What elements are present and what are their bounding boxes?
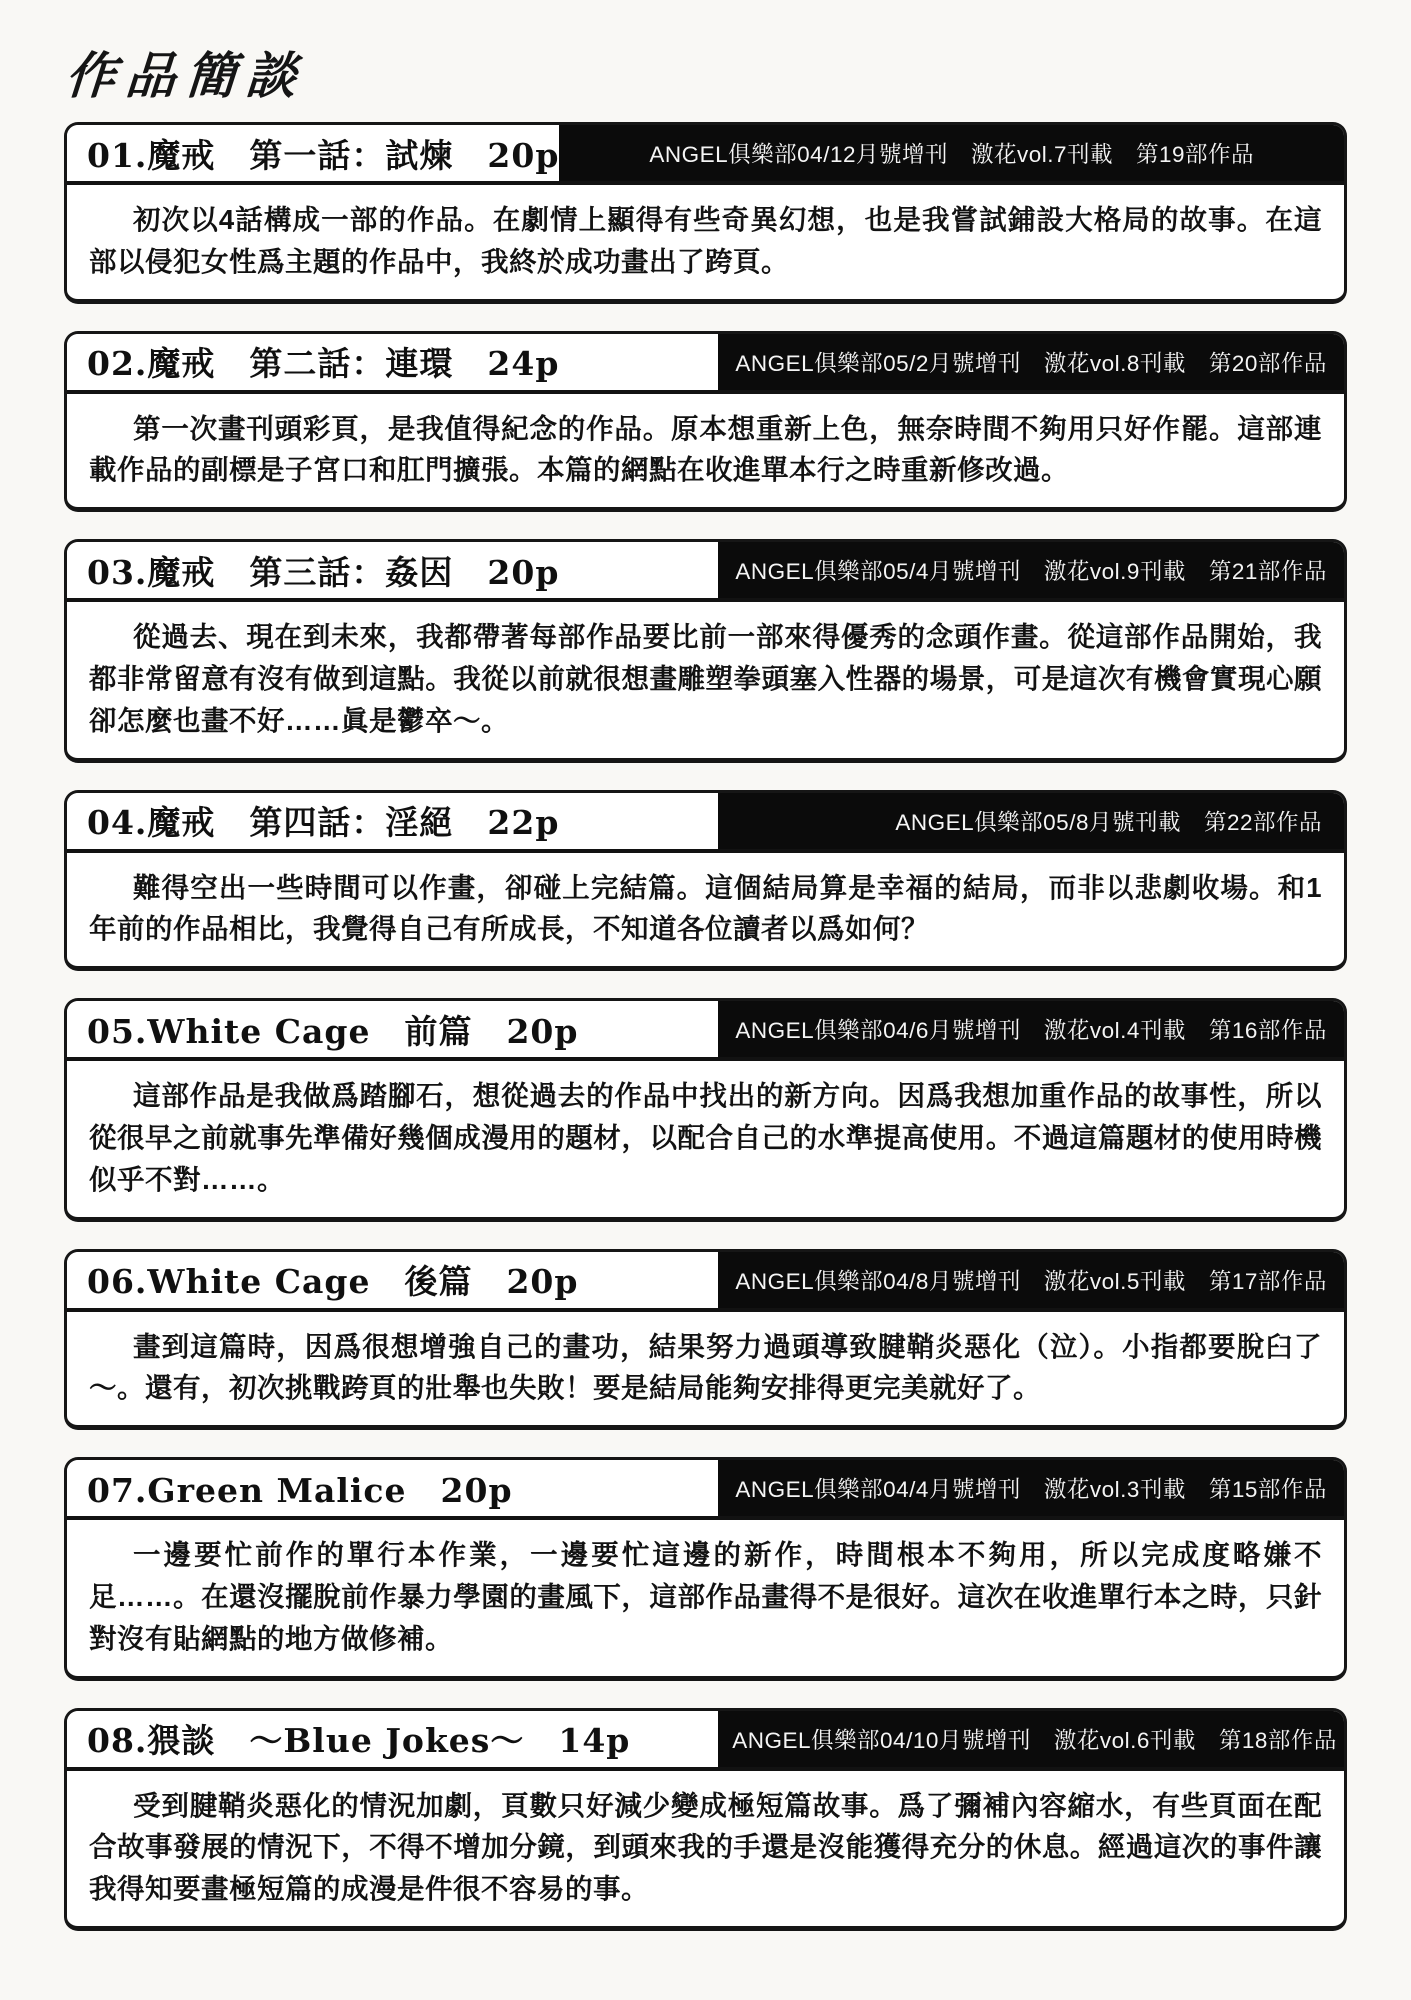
- work-header: [67, 334, 1344, 394]
- work-publication: [718, 1001, 1344, 1057]
- work-title: [67, 334, 718, 390]
- work-item: [64, 331, 1347, 513]
- work-title-text: 01.魔戒 第一話：試煉 20p: [87, 135, 560, 175]
- work-header: [67, 1001, 1344, 1061]
- work-publication: [718, 793, 1344, 849]
- work-item: [64, 1457, 1347, 1680]
- work-title: [67, 793, 718, 849]
- work-header: [67, 1460, 1344, 1520]
- work-header: [67, 1252, 1344, 1312]
- work-title: [67, 1252, 718, 1308]
- work-description: 第一次畫刊頭彩頁，是我值得紀念的作品。原本想重新上色，無奈時間不夠用只好作罷。這部連載作品的副標是子宮口和肛門擴張。本篇的網點在收進單本行之時重新修改過。: [89, 412, 1322, 486]
- work-publication: [559, 125, 1344, 181]
- work-title-text: 05.White Cage 前篇 20p: [87, 1011, 579, 1051]
- work-item: [64, 1708, 1347, 1931]
- work-title-text: 02.魔戒 第二話：連環 24p: [87, 344, 560, 384]
- work-title: [67, 542, 718, 598]
- work-header: [67, 1711, 1344, 1771]
- work-publication-text: ANGEL俱樂部05/8月號刊載 第22部作品: [895, 809, 1322, 835]
- work-title-text: 04.魔戒 第四話：淫絕 22p: [87, 803, 560, 843]
- work-item: [64, 122, 1347, 304]
- work-publication: [718, 542, 1344, 598]
- work-publication: [718, 1711, 1347, 1767]
- work-header: [67, 542, 1344, 602]
- work-description: 畫到這篇時，因爲很想增強自己的畫功，結果努力過頭導致腱鞘炎惡化（泣）。小指都要脫臼了～。還有，初次挑戰跨頁的壯舉也失敗！要是結局能夠安排得更完美就好了。: [89, 1330, 1322, 1404]
- work-header: [67, 793, 1344, 853]
- work-publication-text: ANGEL俱樂部04/8月號增刊 激花vol.5刊載 第17部作品: [735, 1268, 1327, 1294]
- work-description: 難得空出一些時間可以作畫，卻碰上完結篇。這個結局算是幸福的結局，而非以悲劇收場。和1年前的作品相比，我覺得自己有所成長，不知道各位讀者以爲如何？: [89, 871, 1322, 945]
- work-item: [64, 1249, 1347, 1431]
- work-publication-text: ANGEL俱樂部04/4月號增刊 激花vol.3刊載 第15部作品: [735, 1477, 1327, 1503]
- work-publication-text: ANGEL俱樂部05/2月號增刊 激花vol.8刊載 第20部作品: [735, 350, 1327, 376]
- work-item: [64, 790, 1347, 972]
- work-description: 從過去、現在到未來，我都帶著每部作品要比前一部來得優秀的念頭作畫。從這部作品開始，我都非常留意有沒有做到這點。我從以前就很想畫雕塑拳頭塞入性器的場景，可是這次有機會實現心願卻怎麼也畫不好……眞是鬱卒～。: [89, 621, 1322, 736]
- work-header: [67, 125, 1344, 185]
- work-title-text: 06.White Cage 後篇 20p: [87, 1262, 579, 1302]
- work-description: 受到腱鞘炎惡化的情況加劇，頁數只好減少變成極短篇故事。爲了彌補內容縮水，有些頁面在配合故事發展的情況下，不得不增加分鏡，到頭來我的手還是沒能獲得充分的休息。經過這次的事件讓我得知要畫極短篇的成漫是件很不容易的事。: [89, 1789, 1322, 1905]
- work-title: [67, 1460, 718, 1516]
- work-title: [67, 125, 559, 181]
- work-publication-text: ANGEL俱樂部04/10月號增刊 激花vol.6刊載 第18部作品: [732, 1727, 1337, 1753]
- work-publication: [718, 1252, 1344, 1308]
- work-publication: [718, 1460, 1344, 1516]
- work-description: 初次以4話構成一部的作品。在劇情上顯得有些奇異幻想，也是我嘗試鋪設大格局的故事。在這部以侵犯女性爲主題的作品中，我終於成功畫出了跨頁。: [89, 204, 1322, 277]
- work-title-text: 07.Green Malice 20p: [87, 1470, 513, 1510]
- work-publication-text: ANGEL俱樂部04/12月號增刊 激花vol.7刊載 第19部作品: [649, 142, 1255, 167]
- work-description: 一邊要忙前作的單行本作業，一邊要忙這邊的新作，時間根本不夠用，所以完成度略嫌不足……。在還沒擺脫前作暴力學園的畫風下，這部作品畫得不是很好。這次在收進單行本之時，只針對沒有貼網點的地方做修補。: [89, 1539, 1322, 1654]
- work-item: [64, 539, 1347, 762]
- work-title-text: 03.魔戒 第三話：姦因 20p: [87, 552, 560, 592]
- page-title: 作品簡談: [63, 46, 308, 105]
- work-title-text: 08.猥談 ～Blue Jokes～ 14p: [87, 1721, 631, 1761]
- work-title: [67, 1001, 718, 1057]
- work-description: 這部作品是我做爲踏腳石，想從過去的作品中找出的新方向。因爲我想加重作品的故事性，所以從很早之前就事先準備好幾個成漫用的題材，以配合自己的水準提高使用。不過這篇題材的使用時機似乎不對……。: [89, 1080, 1322, 1195]
- work-publication: [718, 334, 1344, 390]
- work-publication-text: ANGEL俱樂部05/4月號增刊 激花vol.9刊載 第21部作品: [735, 559, 1327, 585]
- work-item: [64, 998, 1347, 1221]
- work-publication-text: ANGEL俱樂部04/6月號增刊 激花vol.4刊載 第16部作品: [735, 1018, 1327, 1044]
- work-title: [67, 1711, 718, 1767]
